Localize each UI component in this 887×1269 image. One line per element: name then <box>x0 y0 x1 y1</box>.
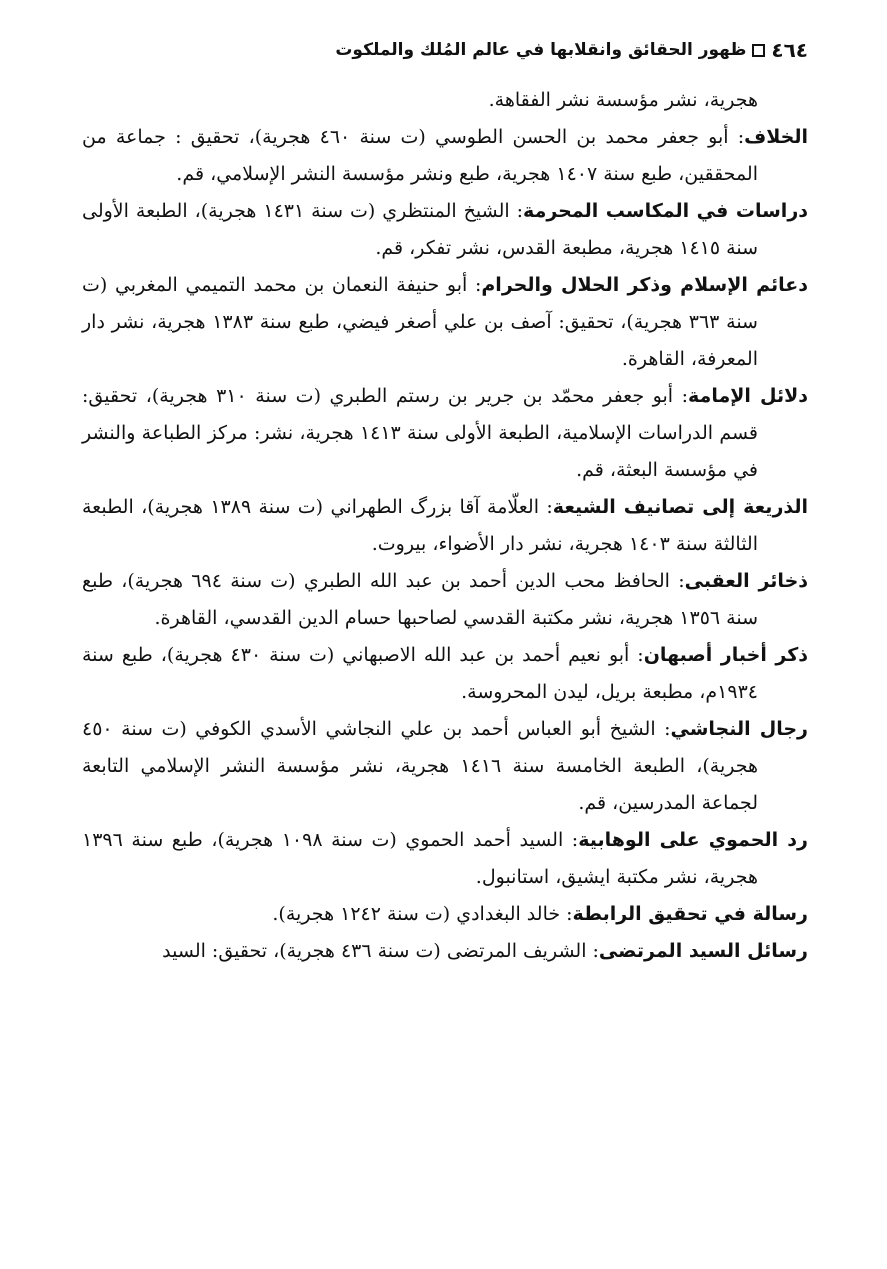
entry-continuation: هجرية، نشر مؤسسة نشر الفقاهة. <box>488 89 758 111</box>
bibliography-entry <box>82 711 808 822</box>
entry-title: ذكر أخبار أصبهان <box>643 644 809 666</box>
entry-title: رسائل السيد المرتضى <box>598 940 808 962</box>
bibliography-entry <box>82 119 808 193</box>
entry-text: : أبو حنيفة النعمان بن محمد التميمي المغربي (ت سنة ٣٦٣ هجرية)، تحقيق: آصف بن علي أصغر فيضي، طبع سنة ١٣٨٣ هجرية، نشر دار المعرفة، القاهرة. <box>82 274 758 370</box>
entry-text: : خالد البغدادي (ت سنة ١٢٤٢ هجرية). <box>272 903 573 925</box>
entry-title: الذريعة إلى تصانيف الشيعة <box>552 496 809 518</box>
entry-text: : الشيخ المنتظري (ت سنة ١٤٣١ هجرية)، الطبعة الأولى سنة ١٤١٥ هجرية، مطبعة القدس، نشر تفكر، قم. <box>82 200 758 259</box>
entry-text: : العلّامة آقا بزرگ الطهراني (ت سنة ١٣٨٩ هجرية)، الطبعة الثالثة سنة ١٤٠٣ هجرية، نشر دار الأضواء، بيروت. <box>82 496 758 555</box>
entry-title: ذخائر العقبى <box>684 570 809 592</box>
page-number: ٤٦٤ <box>771 38 808 62</box>
bibliography-entry <box>82 822 808 896</box>
book-title: ظهور الحقائق وانقلابها في عالم المُلك والملكوت <box>335 40 747 60</box>
bibliography-entry <box>82 489 808 563</box>
entry-text: : السيد أحمد الحموي (ت سنة ١٠٩٨ هجرية)، طبع سنة ١٣٩٦ هجرية، نشر مكتبة ايشيق، استانبول. <box>82 829 758 888</box>
bibliography-entry <box>82 193 808 267</box>
entry-title: دلائل الإمامة <box>688 385 809 407</box>
bibliography-entry <box>82 896 808 933</box>
entry-title: رجال النجاشي <box>670 718 808 740</box>
bibliography-entry <box>82 933 808 970</box>
bibliography-entry <box>82 267 808 378</box>
entry-title: الخلاف <box>744 126 808 148</box>
entry-title: رد الحموي على الوهابية <box>578 829 808 851</box>
entry-title: دراسات في المكاسب المحرمة <box>523 200 809 222</box>
bibliography-entry <box>82 637 808 711</box>
bibliography-list <box>82 82 808 970</box>
running-header <box>82 30 808 70</box>
entry-text: : أبو جعفر محمّد بن جرير بن رستم الطبري (ت سنة ٣١٠ هجرية)، تحقيق: قسم الدراسات الإسلامية، الطبعة الأولى سنة ١٤١٣ هجرية، نشر: مركز الطباعة والنشر في مؤسسة البعثة، قم. <box>82 385 758 481</box>
entry-text: : الحافظ محب الدين أحمد بن عبد الله الطبري (ت سنة ٦٩٤ هجرية)، طبع سنة ١٣٥٦ هجرية، نشر مكتبة القدسي لصاحبها حسام الدين القدسي، القاهرة. <box>82 570 758 629</box>
bibliography-entry <box>82 563 808 637</box>
page <box>82 30 808 970</box>
bibliography-entry <box>82 378 808 489</box>
entry-text: : الشيخ أبو العباس أحمد بن علي النجاشي الأسدي الكوفي (ت سنة ٤٥٠ هجرية)، الطبعة الخامسة سنة ١٤١٦ هجرية، نشر مؤسسة النشر الإسلامي التابعة لجماعة المدرسين، قم. <box>82 718 758 814</box>
entry-text: : أبو نعيم أحمد بن عبد الله الاصبهاني (ت سنة ٤٣٠ هجرية)، طبع سنة ١٩٣٤م، مطبعة بريل، ليدن المحروسة. <box>82 644 758 703</box>
entry-text: : أبو جعفر محمد بن الحسن الطوسي (ت سنة ٤٦٠ هجرية)، تحقيق : جماعة من المحققين، طبع سنة ١٤٠٧ هجرية، طبع ونشر مؤسسة النشر الإسلامي، قم. <box>82 126 758 185</box>
square-bullet-icon <box>752 44 765 57</box>
entry-title: رسالة في تحقيق الرابطة <box>572 903 808 925</box>
entry-text: : الشريف المرتضى (ت سنة ٤٣٦ هجرية)، تحقيق: السيد <box>162 940 599 962</box>
entry-title: دعائم الإسلام وذكر الحلال والحرام <box>481 274 808 296</box>
